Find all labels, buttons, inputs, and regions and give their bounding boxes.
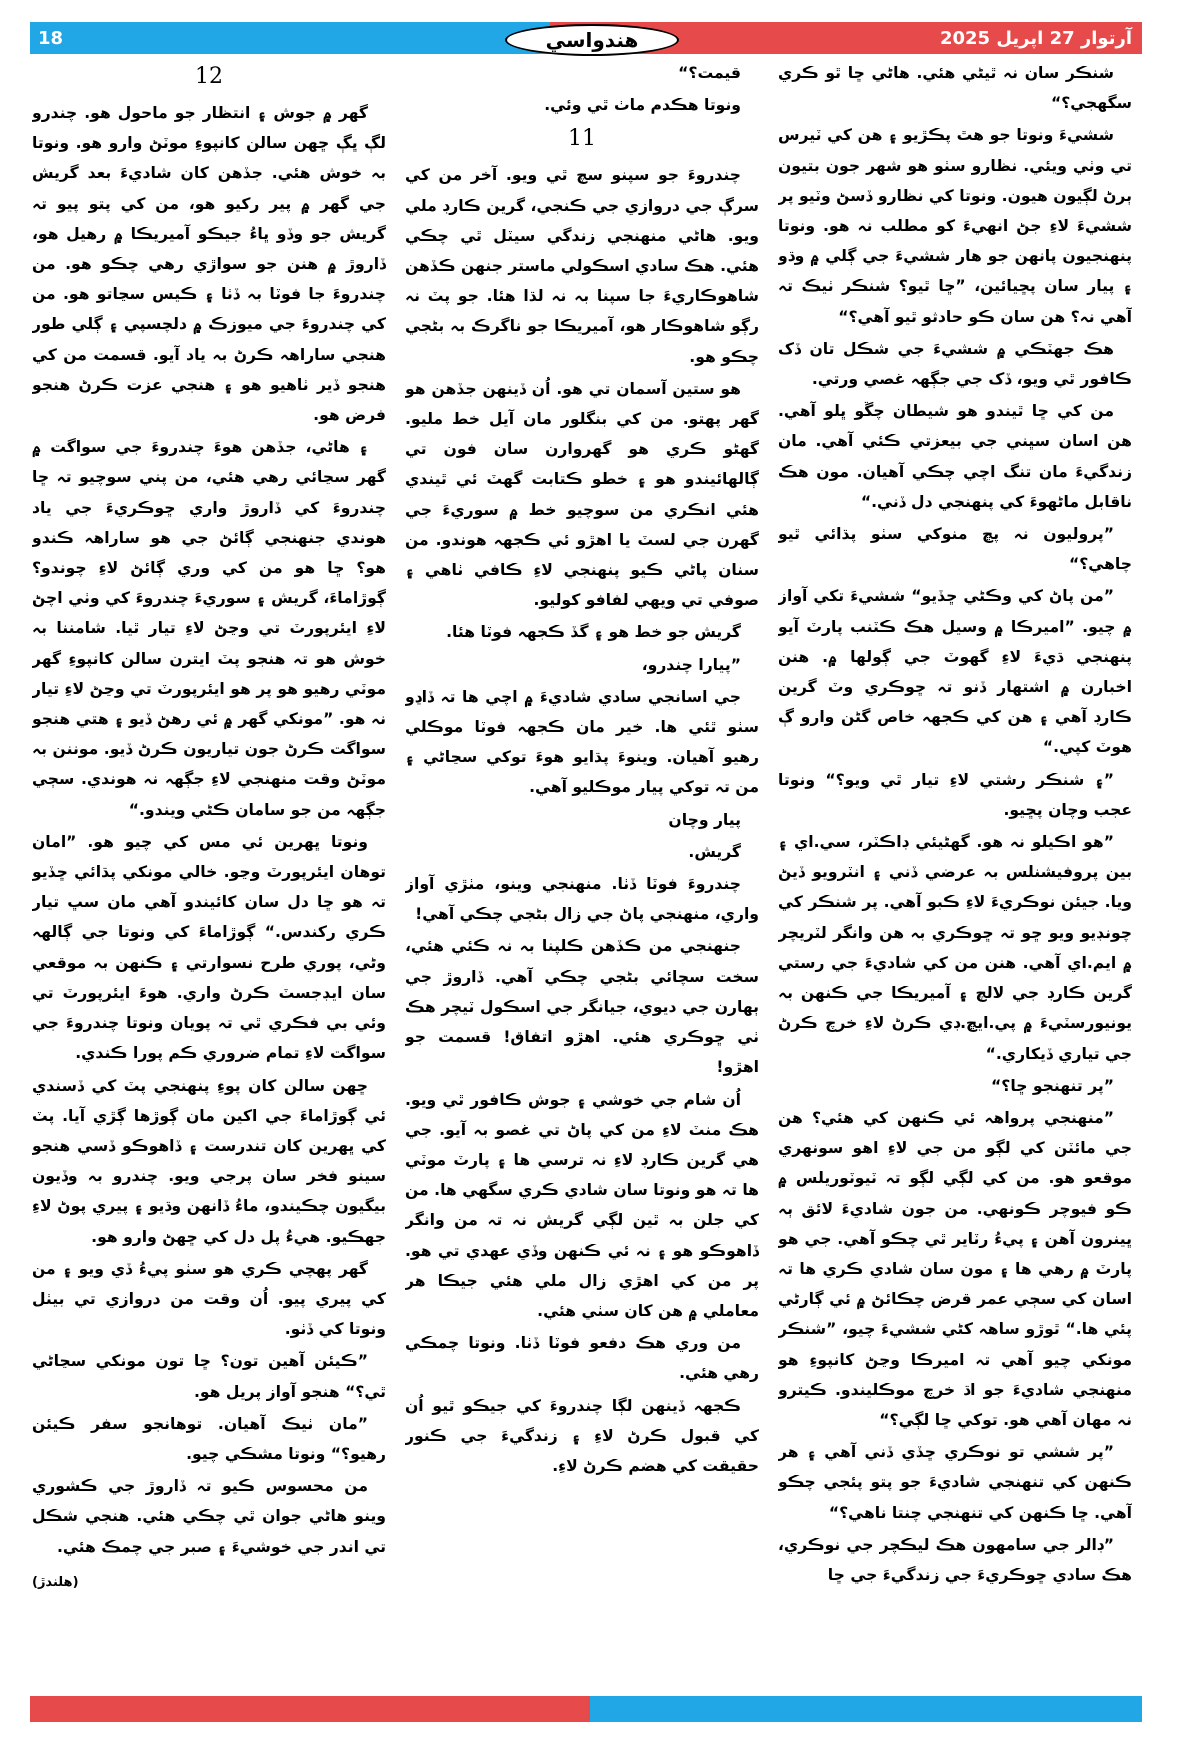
date-line: آرتوار 27 اپريل 2025 — [939, 27, 1132, 49]
paragraph: اُن شام جي خوشي ۽ جوش ڪافور ٿي ويو. هڪ منٽ لاءِ من کي پاڻ تي غصو بہ آيو. جي هي گرين ڪارڊ لاءِ نہ ترسي ها ۽ پارٽ موٽي ها تہ هو ونوتا سان شادي ڪري سگهي ها. من کي جلن بہ ٿين لڳي گريش نہ تہ من وانگر ڏاهوڪو هو ۽ نہ ئي ڪنهن وڏي عهدي تي هو. پر من کي اهڙي زال ملي هئي جيڪا هر معاملي ۾ هن کان سٺي هئي. — [405, 1090, 759, 1320]
paragraph: جي اسانجي سادي شاديءَ ۾ اچي ها تہ ڏاڍو سٺو ٿئي ها. خير مان ڪجهہ فوٽا موڪلي رهيو آهيان. وينوءَ پڌايو هوءَ توکي سڃاڻي ۽ من تہ توکي پيار موڪليو آهي. — [405, 687, 759, 797]
paragraph: ڪجهہ ڏينهن لڳا چندروءَ کي جيڪو ٿيو اُن کي قبول ڪرڻ لاءِ ۽ زندگيءَ جي ڪنور حقيقت کي هضم ڪرڻ لاءِ. — [405, 1396, 759, 1475]
masthead-logo: هندواسي — [505, 24, 679, 56]
continued-note: (هلندڙ) — [32, 1574, 79, 1590]
paragraph: ”ڪيئن آهين تون؟ ڇا تون مونکي سڃاڻي ٿي؟“ هنجو آواز پريل هو. — [32, 1352, 386, 1401]
paragraph: گريش. — [688, 842, 741, 861]
paragraph: ۽ هاڻي، جڏهن هوءَ چندروءَ جي سواگت ۾ گهر سڃائي رهي هئي، من پني سوچيو تہ ڇا چندروءَ کي ڏاروڙ واري ڇوڪريءَ جي ياد هوندي جنهنجي ڳائڻ جي هو ساراهہ ڪندو هو؟ ڇا هو من کي وري ڳائڻ لاءِ چوندو؟ ڳوڙاماءَ، گريش ۽ سوريءَ چندروءَ کي وٺي اچڻ لاءِ ايئرپورٽ تي وڃڻ لاءِ تيار ٿيا. شامننا بہ خوش هو تہ هنجو پٽ ايترن سالن کانپوءِ گهر موٽي رهيو هو پر هو ايئرپورٽ تي وڃڻ لاءِ تيار نہ هو. ”مونکي گهر ۾ ئي رهڻ ڏيو ۽ هتي هنجو سواگت ڪرڻ جون تياريون ڪرڻ ڏيو. موننن بہ موٽڻ وقت منهنجي لاءِ جڳهہ نہ هوندي. سڄي جڳهہ من جو سامان ڪڻي ويندو.“ — [32, 438, 386, 819]
section-number: 11 — [568, 126, 596, 152]
paragraph: هو ستين آسمان تي هو. اُن ڏينهن جڏهن هو گهر پهتو. من کي بنگلور مان آيل خط مليو. گهڻو ڪري هو گهروارن سان فون تي ڳالهائيندو هو ۽ خطو ڪتابت گهٽ ئي ٿيندي هئي انڪري من سوچيو خط ۾ سوريءَ جي گهرن جي لسٽ يا اهڙو ئي ڪجهہ هوندو. من سنان پاڻي ڪيو پنهنجي لاءِ ڪافي ٺاهي ۽ صوفي تي ويهي لفافو کوليو. — [405, 379, 759, 610]
column-left — [32, 58, 386, 1688]
paragraph: قيمت؟“ — [678, 64, 741, 82]
paragraph: گهر پهچي ڪري هو سٺو پيءُ ڏي ويو ۽ من کي پيري پيو. اُن وقت من دروازي تي بيٺل ونوتا کي ڏٺو. — [32, 1259, 386, 1339]
footer-red-band — [30, 1696, 590, 1722]
paragraph: ”پيارا چندرو، — [641, 655, 741, 674]
paragraph: من کي ڇا ٿيندو هو شيطان چڱو ڀلو آهي. هن اسان سڀني جي بيعزتي ڪئي آهي. مان زندگيءَ مان تنگ اچي چڪي آهيان. مون هڪ ناقابل ماڻهوءَ کي پنهنجي دل ڏني.“ — [778, 402, 1132, 511]
paragraph: ”پر ششي تو نوڪري ڇڏي ڏني آهي ۽ هر ڪنهن کي تنهنجي شاديءَ جو پتو پئجي چڪو آهي. ڇا ڪنهن کي تنهنجي چنتا ناهي؟“ — [778, 1443, 1132, 1522]
paragraph: ”۽ شنڪر رشتي لاءِ تيار ٿي ويو؟“ ونوتا عجب وچان پڇيو. — [778, 770, 1132, 819]
paragraph: من محسوس ڪيو تہ ڏاروڙ جي ڪشوري وينو هاڻي جوان ٿي چڪي هئي. هنجي شڪل تي اندر جي خوشيءَ ۽ صبر جي چمڪ هئي. — [32, 1477, 386, 1556]
paragraph: ”پروليون نہ پڇ منوکي سٺو پڌائي ٿيو چاهي؟“ — [778, 525, 1132, 574]
paragraph: ونوتا هڪدم ماٺ ٿي وئي. — [544, 96, 741, 115]
paragraph: گهر ۾ جوش ۽ انتظار جو ماحول هو. چندرو لڳ ڀڳ ڇهن سالن کانپوءِ موٽڻ وارو هو. ونوتا بہ خوش هئي. جڏهن کان شاديءَ بعد گريش جي گهر ۾ پير رکيو هو، من کي پتو پيو تہ گريش جو وڏو ڀاءُ جيڪو آميريڪا ۾ رهيل هو، ڏاروڙ ۾ هنن جو سواڙي رهي چڪو هو. من چندروءَ جا فوٽا بہ ڏٺا ۽ ڪيس سڃاتو هو. من کي چندروءَ جي ميوزڪ ۾ دلچسپي ۽ ڳلي طور هنجي ساراهہ ڪرڻ بہ ياد آيو. قسمت من کي هنجو ڏير ٺاهيو هو ۽ هنجي عزت ڪرڻ هنجو فرض هو. — [32, 104, 386, 425]
paragraph: جنهنجي من ڪڏهن ڪلپنا بہ نہ ڪئي هئي، سخت سچائي بڻجي چڪي آهي. ڏاروڙ جي ٻهارن جي ديوي، جيانگر جي اسڪول ٽيچر هڪ ٺي ڇوڪري هئي. اهڙو اتفاق! قسمت جو اهڙو! — [405, 937, 759, 1077]
paragraph: ڇهن سالن کان پوءِ پنهنجي پٽ کي ڏسندي ئي ڳوڙاماءَ جي اکين مان ڳوڙها ڳڙي آيا. پٽ کي ڀهرين کان تندرست ۽ ڏاهوڪو ڏسي هنجو سينو فخر سان پرجي ويو. چندرو بہ وڏيون بيگيون چڪيندو، ماءُ ڏانهن وڌيو ۽ پيري پوڻ لاءِ جهڪيو. هيءُ پل دل کي ڇهڻ وارو هو. — [32, 1076, 386, 1246]
paragraph: هڪ جهٽڪي ۾ ششيءَ جي شڪل تان ڏک ڪافور ٿي ويو، ڏک جي جڳهہ غصي ورتي. — [778, 339, 1132, 389]
page-number: 18 — [38, 27, 64, 49]
column-middle — [405, 58, 759, 1688]
paragraph: چندروءَ جو سپنو سچ ٿي ويو. آخر من کي سرڳ جي دروازي جي ڪنجي، گرين ڪارڊ ملي ويو. هاڻي منهنجي زندگي سيٽل ٿي چڪي هئي. هڪ سادي اسڪولي ماستر جنهن ڪڏهن شاهوڪاريءَ جا سپنا بہ نہ لڌا هئا. جو پٽ نہ رڳو شاهوڪار هو، آميريڪا جو ناگرڪ بہ بڻجي چڪو هو. — [405, 166, 759, 366]
paragraph: ”پر تنهنجو ڇا؟“ — [991, 1076, 1114, 1095]
paragraph: من وري هڪ دفعو فوٽا ڏٺا. ونوتا چمڪي رهي هئي. — [405, 1334, 759, 1383]
header-left-band — [30, 22, 550, 54]
page-footer — [30, 1696, 1142, 1722]
paragraph: پيار وچان — [668, 810, 741, 829]
paragraph: ونوتا ڀهرين ئي مس کي چيو هو. ”امان توهان ايئرپورٽ وڃو. خالي مونکي پڌائي ڇڏيو تہ هو ڇا دل سان کائيندو آهي مان سڀ تيار ڪري رکندس.“ ڳوڙاماءَ کي ونوتا جي ڳالهہ وڻي، پوري طرح نسوارتي ۽ ڪنهن بہ موقعي سان ايڊجسٽ ڪرڻ واري. هوءَ ايئرپورٽ تي وئي بي فڪري ٿي تہ پويان ونوتا چندروءَ جي سواگت لاءِ تمام ضروري ڪم پورا ڪندي. — [32, 832, 386, 1063]
article-columns — [30, 58, 1142, 1688]
paragraph: چندروءَ فوٽا ڏٺا. منهنجي وينو، مٺڙي آواز واري، منهنجي پاڻ جي زال بڻجي چڪي آهي! — [405, 875, 759, 924]
paragraph: ”منهنجي پرواهہ ئي ڪنهن کي هئي؟ هن جي مائٽن کي لڳو من جي لاءِ اهو سونهري موقعو هو. من کي لڳي لڳو تہ ٽيوٽوريلس ۾ ڪو فيوچر ڪونهي. من جون شاديءَ لائق ٻہ ڀينرون آهن ۽ پيءُ رٽاير ٿي چڪو آهي. جي هو پارٽ ۾ رهي ها ۽ مون سان شادي ڪري ها تہ اسان کي سڄي عمر قرض چڪائڻ ۾ ئي ڳارڻي پئي ها.“ ٿوڙو ساهہ کڻي ششيءَ چيو، ”شنڪر مونکي چيو آهي تہ اميرڪا وڃڻ کانپوءِ هو منهنجي شاديءَ جو اڌ خرچ موڪليندو. ڪيترو نہ مهان آهي هو. توکي ڇا لڳي؟“ — [778, 1108, 1132, 1429]
paragraph: ”هو اڪيلو نہ هو. گهڻيئي ڊاڪٽر، سي.اي ۽ بين پروفيشنلس بہ عرضي ڏني ۽ انٽرويو ڏيڻ ويا. جيئن نوڪريءَ لاءِ ڪبو آهي. پر شنڪر کي چونڊيو ويو ڇو تہ ڇوڪري بہ هن وانگر لٽريچر ۾ ايم.اي آهي. هنن من کي شاديءَ جي رستي گرين ڪارڊ جي لالچ ۽ آميريڪا جي ڪنهن بہ يونيورسٽيءَ ۾ پي.ايڇ.ڊي ڪرڻ لاءِ خرچ ڪرڻ جي تياري ڏيکاري.“ — [778, 833, 1132, 1063]
paragraph: گريش جو خط هو ۽ گڏ ڪجهہ فوٽا هئا. — [446, 623, 741, 642]
footer-blue-band — [590, 1696, 1142, 1722]
section-number: 12 — [195, 64, 223, 89]
paragraph: ششيءَ ونوتا جو هٿ پڪڙيو ۽ هن کي ٽيرس تي وٺي ويئي. نظارو سٺو هو شهر جون بتيون ٻرڻ لڳيون هيون. ونوتا کي نظارو ڏسڻ وٽيو پر ششيءَ لاءِ جڻ انهيءَ کو مطلب نہ هو. ونوتا پنهنجيون پانهن جو هار ششيءَ جي ڳلي ۾ وڌو ۽ پيار سان پڇيائين، ”ڇا ٿيو؟ شنڪر ٺيڪ تہ آهي نہ؟ هن سان ڪو حادثو ٿيو آهي؟“ — [778, 126, 1132, 326]
paragraph: ”مان ٺيڪ آهيان. توهانجو سفر ڪيئن رهيو؟“ ونوتا مشڪي چيو. — [32, 1414, 386, 1463]
column-right — [778, 58, 1132, 1688]
paragraph: ”ڊالر جي سامهون هڪ ليڪچر جي نوڪري، هڪ سادي ڇوڪريءَ جي زندگيءَ جي ڇا — [778, 1535, 1132, 1584]
paragraph: ”من پاڻ کي وڪڻي ڇڏيو“ ششيءَ تکي آواز ۾ چيو. ”اميرڪا ۾ وسيل هڪ ڪٽنب پارٽ آيو پنهنجي ڌيءَ لاءِ گهوٽ جي ڳولها ۾. هنن اخبارن ۾ اشتهار ڏنو تہ ڇوڪري وٽ گرين ڪارڊ آهي ۽ هن کي ڪجهہ خاص گڻن وارو ڳ هوٽ کپي.“ — [778, 587, 1132, 757]
paragraph: شنڪر سان نہ ٿيڻي هئي. هاڻي ڇا ٿو ڪري سگهجي؟“ — [778, 64, 1132, 113]
